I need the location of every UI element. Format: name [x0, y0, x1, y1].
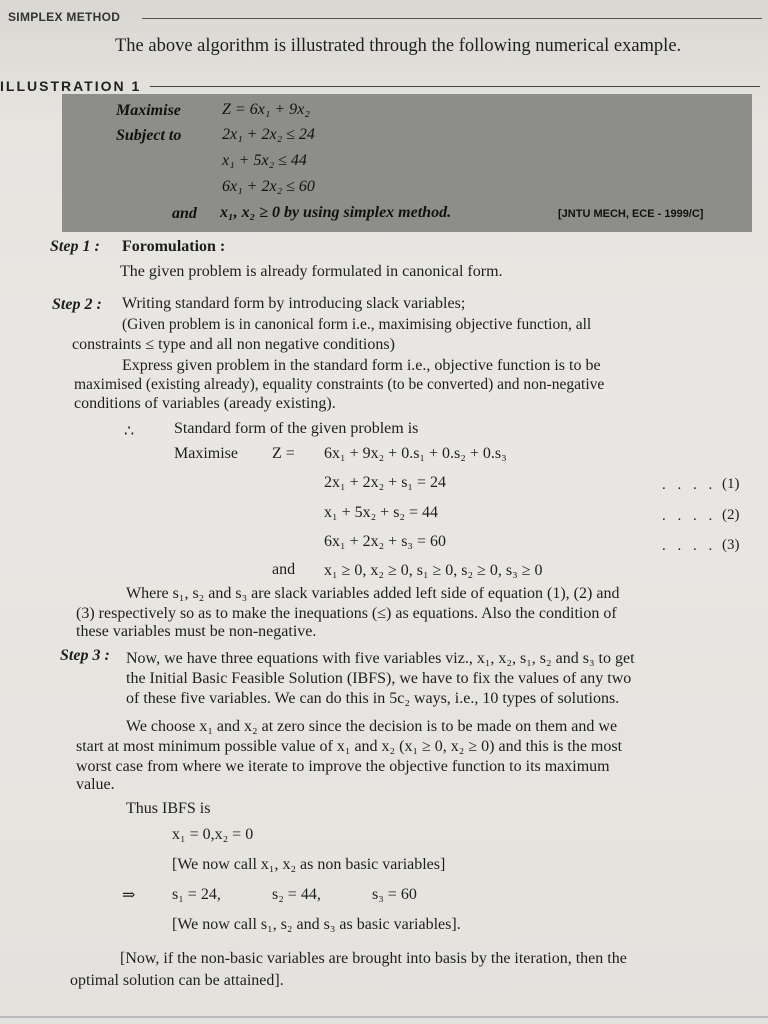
step1-label: Step 1 :	[50, 238, 100, 255]
step2-line-4: Express given problem in the standard form i.e., objective function is to be	[122, 357, 601, 374]
step3-line-2: the Initial Basic Feasible Solution (IBFS), we have to fix the values of any two	[126, 670, 632, 687]
step2-line-3: constraints ≤ type and all non negative conditions)	[72, 336, 395, 353]
where-line-2: (3) respectively so as to make the inequations (≤) as equations. Also the condition of	[76, 605, 617, 622]
step2-line-6: conditions of variables (aready existing).	[74, 395, 336, 412]
non-basic-note: [We now call x₁, x₂ as non basic variables]	[172, 856, 446, 873]
equation-2-leader: . . . .	[662, 508, 717, 524]
equation-3-number: (3)	[722, 537, 740, 553]
std-and-label: and	[272, 561, 296, 578]
s3-value: s₃ = 60	[372, 886, 417, 903]
basic-note: [We now call s₁, s₂ and s₃ as basic variables].	[172, 916, 461, 933]
where-line-1: Where s₁, s₂ and s₃ are slack variables added left side of equation (1), (2) and	[126, 585, 620, 602]
step3-line-7: value.	[76, 776, 115, 793]
nonneg-condition: x₁, x₂ ≥ 0 by using simplex method.	[220, 204, 452, 221]
where-line-3: these variables must be non-negative.	[76, 623, 317, 640]
step3-line-4: We choose x₁ and x₂ at zero since the decision is to be made on them and we	[126, 718, 618, 735]
closing-line-1: [Now, if the non-basic variables are brought into basis by the iteration, then the	[120, 950, 627, 967]
closing-line-2: optimal solution can be attained].	[70, 972, 284, 989]
step2-line-1: Writing standard form by introducing slack variables;	[122, 295, 466, 312]
std-z-label: Z =	[272, 445, 295, 462]
equation-2: x₁ + 5x₂ + s₂ = 44	[324, 504, 439, 521]
exam-reference: [JNTU MECH, ECE - 1999/C]	[558, 208, 704, 220]
equation-1-number: (1)	[722, 476, 740, 492]
objective-function: Z = 6x₁ + 9x₂	[222, 101, 310, 118]
standard-form-intro: Standard form of the given problem is	[174, 420, 419, 437]
page-bottom-edge	[0, 1016, 768, 1018]
step3-line-3: of these five variables. We can do this in 5c₂ ways, i.e., 10 types of solutions.	[126, 690, 620, 707]
equation-1-leader: . . . .	[662, 477, 717, 493]
ibfs-zero-values: x₁ = 0,x₂ = 0	[172, 826, 254, 843]
illustration-box	[62, 94, 752, 232]
constraint-3: 6x₁ + 2x₂ ≤ 60	[222, 178, 315, 195]
constraint-2: x₁ + 5x₂ ≤ 44	[222, 152, 307, 169]
therefore-symbol: ∴	[124, 423, 135, 440]
step1-title: Foromulation :	[122, 238, 226, 255]
intro-sentence: The above algorithm is illustrated through the following numerical example.	[115, 36, 682, 56]
illustration-rule	[150, 86, 760, 87]
maximise-label: Maximise	[116, 102, 181, 119]
equation-3-leader: . . . .	[662, 538, 717, 554]
step2-label: Step 2 :	[52, 296, 102, 313]
std-nonneg: x₁ ≥ 0, x₂ ≥ 0, s₁ ≥ 0, s₂ ≥ 0, s₃ ≥ 0	[324, 562, 543, 579]
ibfs-intro: Thus IBFS is	[126, 800, 211, 817]
constraint-1: 2x₁ + 2x₂ ≤ 24	[222, 126, 315, 143]
step3-line-1: Now, we have three equations with five variables viz., x₁, x₂, s₁, s₂ and s₃ to get	[126, 650, 635, 667]
step2-line-5: maximised (existing already), equality constraints (to be converted) and non-negative	[74, 376, 605, 393]
step3-label: Step 3 :	[60, 647, 110, 664]
step1-text: The given problem is already formulated in canonical form.	[120, 263, 503, 280]
implies-symbol: ⇒	[122, 887, 136, 904]
std-maximise-label: Maximise	[174, 445, 238, 462]
step3-line-6: worst case from where we iterate to improve the objective function to its maximum	[76, 758, 610, 775]
and-label: and	[172, 205, 197, 222]
illustration-label: ILLUSTRATION 1	[0, 78, 142, 94]
header-rule	[142, 18, 762, 19]
s1-value: s₁ = 24,	[172, 886, 221, 903]
s2-value: s₂ = 44,	[272, 886, 321, 903]
equation-2-number: (2)	[722, 507, 740, 523]
subject-to-label: Subject to	[116, 127, 182, 144]
step2-line-2: (Given problem is in canonical form i.e., maximising objective function, all	[122, 316, 592, 333]
step3-line-5: start at most minimum possible value of x₁ and x₂ (x₁ ≥ 0, x₂ ≥ 0) and this is the most	[76, 738, 623, 755]
running-head: SIMPLEX METHOD	[8, 10, 121, 24]
equation-3: 6x₁ + 2x₂ + s₃ = 60	[324, 533, 447, 550]
equation-1: 2x₁ + 2x₂ + s₁ = 24	[324, 474, 447, 491]
std-objective: 6x₁ + 9x₂ + 0.s₁ + 0.s₂ + 0.s₃	[324, 445, 507, 462]
